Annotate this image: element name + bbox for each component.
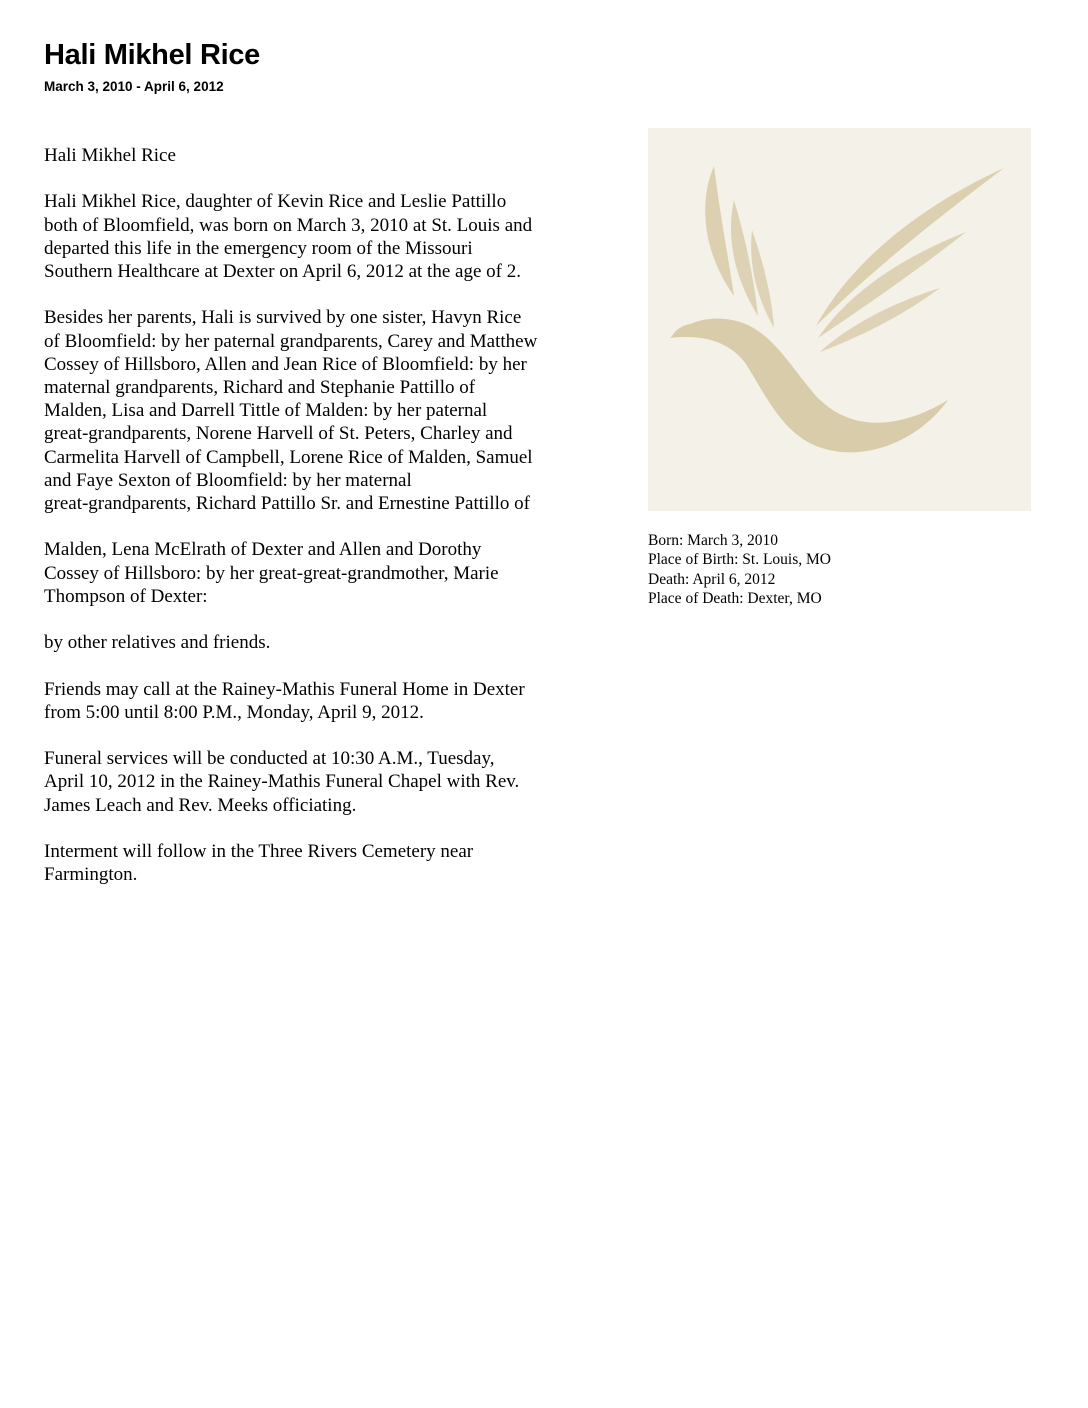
paragraph-spacer <box>44 283 609 306</box>
body-paragraph-name: Hali Mikhel Rice <box>44 145 176 166</box>
paragraph-spacer <box>44 654 609 677</box>
place-of-birth-fact: Place of Birth: St. Louis, MO <box>648 551 831 569</box>
body-paragraph-visitation: Friends may call at the Rainey-Mathis Funeral Home in Dexter from 5:00 until 8:00 P.M., Monday, April 9, 2012. <box>44 678 525 723</box>
body-paragraph-survivors: Besides her parents, Hali is survived by one sister, Havyn Rice of Bloomfield: by her paternal grandparents, Carey and Matthew Cossey of Hillsboro, Allen and Jean Rice of Bloomfield: by her maternal grandparents, Richard and Stephanie Pattillo of Malden, Lisa and Darrell Tittle of Malden: by her paternal great-grandparents, Norene Harvell of St. Peters, Charley and Carmelita Harvell of Campbell, Lorene Rice of Malden, Samuel and Faye Sexton of Bloomfield: by her maternal great-grandparents, Richard Pattillo Sr. and Ernestine Pattillo of <box>44 307 538 515</box>
paragraph-spacer <box>44 608 609 631</box>
life-dates: March 3, 2010 - April 6, 2012 <box>44 79 224 94</box>
paragraph-spacer <box>44 515 609 538</box>
dove-icon <box>648 128 1031 511</box>
vital-facts <box>648 531 831 609</box>
born-fact: Born: March 3, 2010 <box>648 532 779 549</box>
body-paragraph-birth-death: Hali Mikhel Rice, daughter of Kevin Rice and Leslie Pattillo both of Bloomfield, was born on March 3, 2010 at St. Louis and departed this life in the emergency room of the Missouri Southern Healthcare at Dexter on April 6, 2012 at the age of 2. <box>44 191 533 282</box>
body-paragraph-funeral-services: Funeral services will be conducted at 10:30 A.M., Tuesday, April 10, 2012 in the Rainey-Mathis Funeral Chapel with Rev. James Leach and Rev. Meeks officiating. <box>44 748 520 816</box>
paragraph-spacer <box>44 817 609 840</box>
paragraph-spacer <box>44 724 609 747</box>
obituary-body <box>44 144 609 886</box>
body-paragraph-survivors-continued: Malden, Lena McElrath of Dexter and Allen and Dorothy Cossey of Hillsboro: by her great-great-grandmother, Marie Thompson of Dexter: <box>44 539 499 607</box>
paragraph-spacer <box>44 167 609 190</box>
death-fact: Death: April 6, 2012 <box>648 570 776 588</box>
body-paragraph-interment: Interment will follow in the Three Rivers Cemetery near Farmington. <box>44 840 474 886</box>
place-of-death-fact: Place of Death: Dexter, MO <box>648 590 822 608</box>
memorial-image <box>648 128 1031 511</box>
body-paragraph-relatives: by other relatives and friends. <box>44 632 271 654</box>
obituary-name-heading: Hali Mikhel Rice <box>44 39 260 71</box>
